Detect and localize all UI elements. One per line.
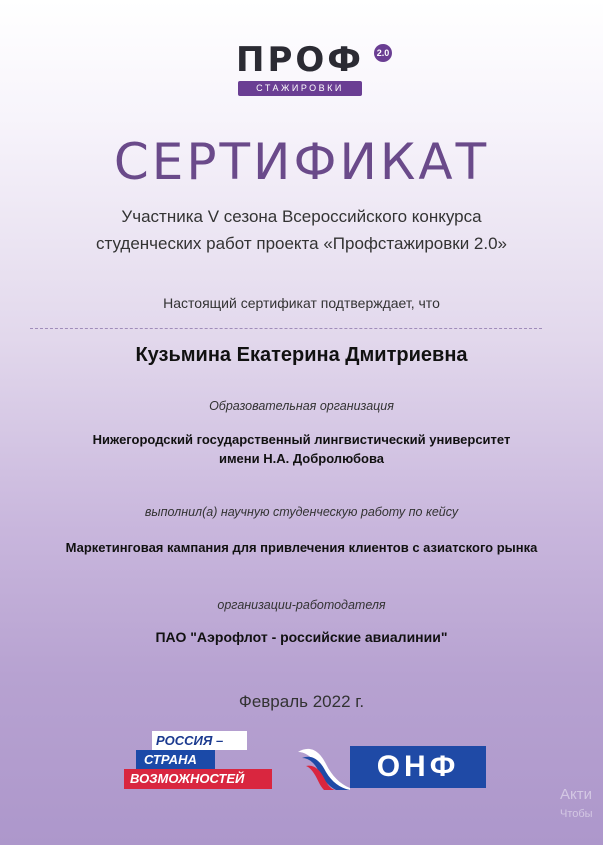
org-label: Образовательная организация: [209, 399, 394, 413]
org-name-line1: Нижегородский государственный лингвистический университет: [92, 432, 511, 447]
confirm-text: Настоящий сертификат подтверждает, что: [163, 295, 440, 311]
employer-name: ПАО "Аэрофлот - российские авиалинии": [155, 629, 448, 645]
russia-logo-line3: ВОЗМОЖНОСТЕЙ: [124, 769, 272, 789]
profstazhirovki-logo: [236, 40, 396, 100]
watermark-line1: Акти: [560, 786, 592, 803]
onf-flag-icon: [296, 744, 350, 790]
logo-version-badge: 2.0: [374, 44, 392, 62]
logo-title: ПРОФ: [236, 40, 364, 80]
russia-logo-line2: СТРАНА: [136, 750, 215, 769]
subtitle-line1: Участника V сезона Всероссийского конкурса: [121, 207, 482, 226]
subtitle-line2: студенческих работ проекта «Профстажировки 2.0»: [95, 234, 508, 253]
divider: [30, 328, 542, 329]
onf-logo-text: ОНФ: [350, 746, 486, 788]
employer-label: организации-работодателя: [217, 598, 386, 612]
work-label: выполнил(а) научную студенческую работу по кейсу: [144, 505, 459, 519]
recipient-name: Кузьмина Екатерина Дмитриевна: [135, 344, 468, 366]
russia-logo-line1: РОССИЯ –: [152, 731, 247, 750]
org-name-line2: имени Н.А. Добролюбова: [218, 451, 385, 466]
work-title: Маркетинговая кампания для привлечения клиентов с азиатского рынка: [65, 540, 538, 555]
watermark-line2: Чтобы: [560, 808, 593, 820]
certificate-title: СЕРТИФИКАТ: [113, 133, 490, 191]
logo-subtitle: СТАЖИРОВКИ: [238, 81, 362, 96]
certificate-date: Февраль 2022 г.: [238, 692, 365, 711]
